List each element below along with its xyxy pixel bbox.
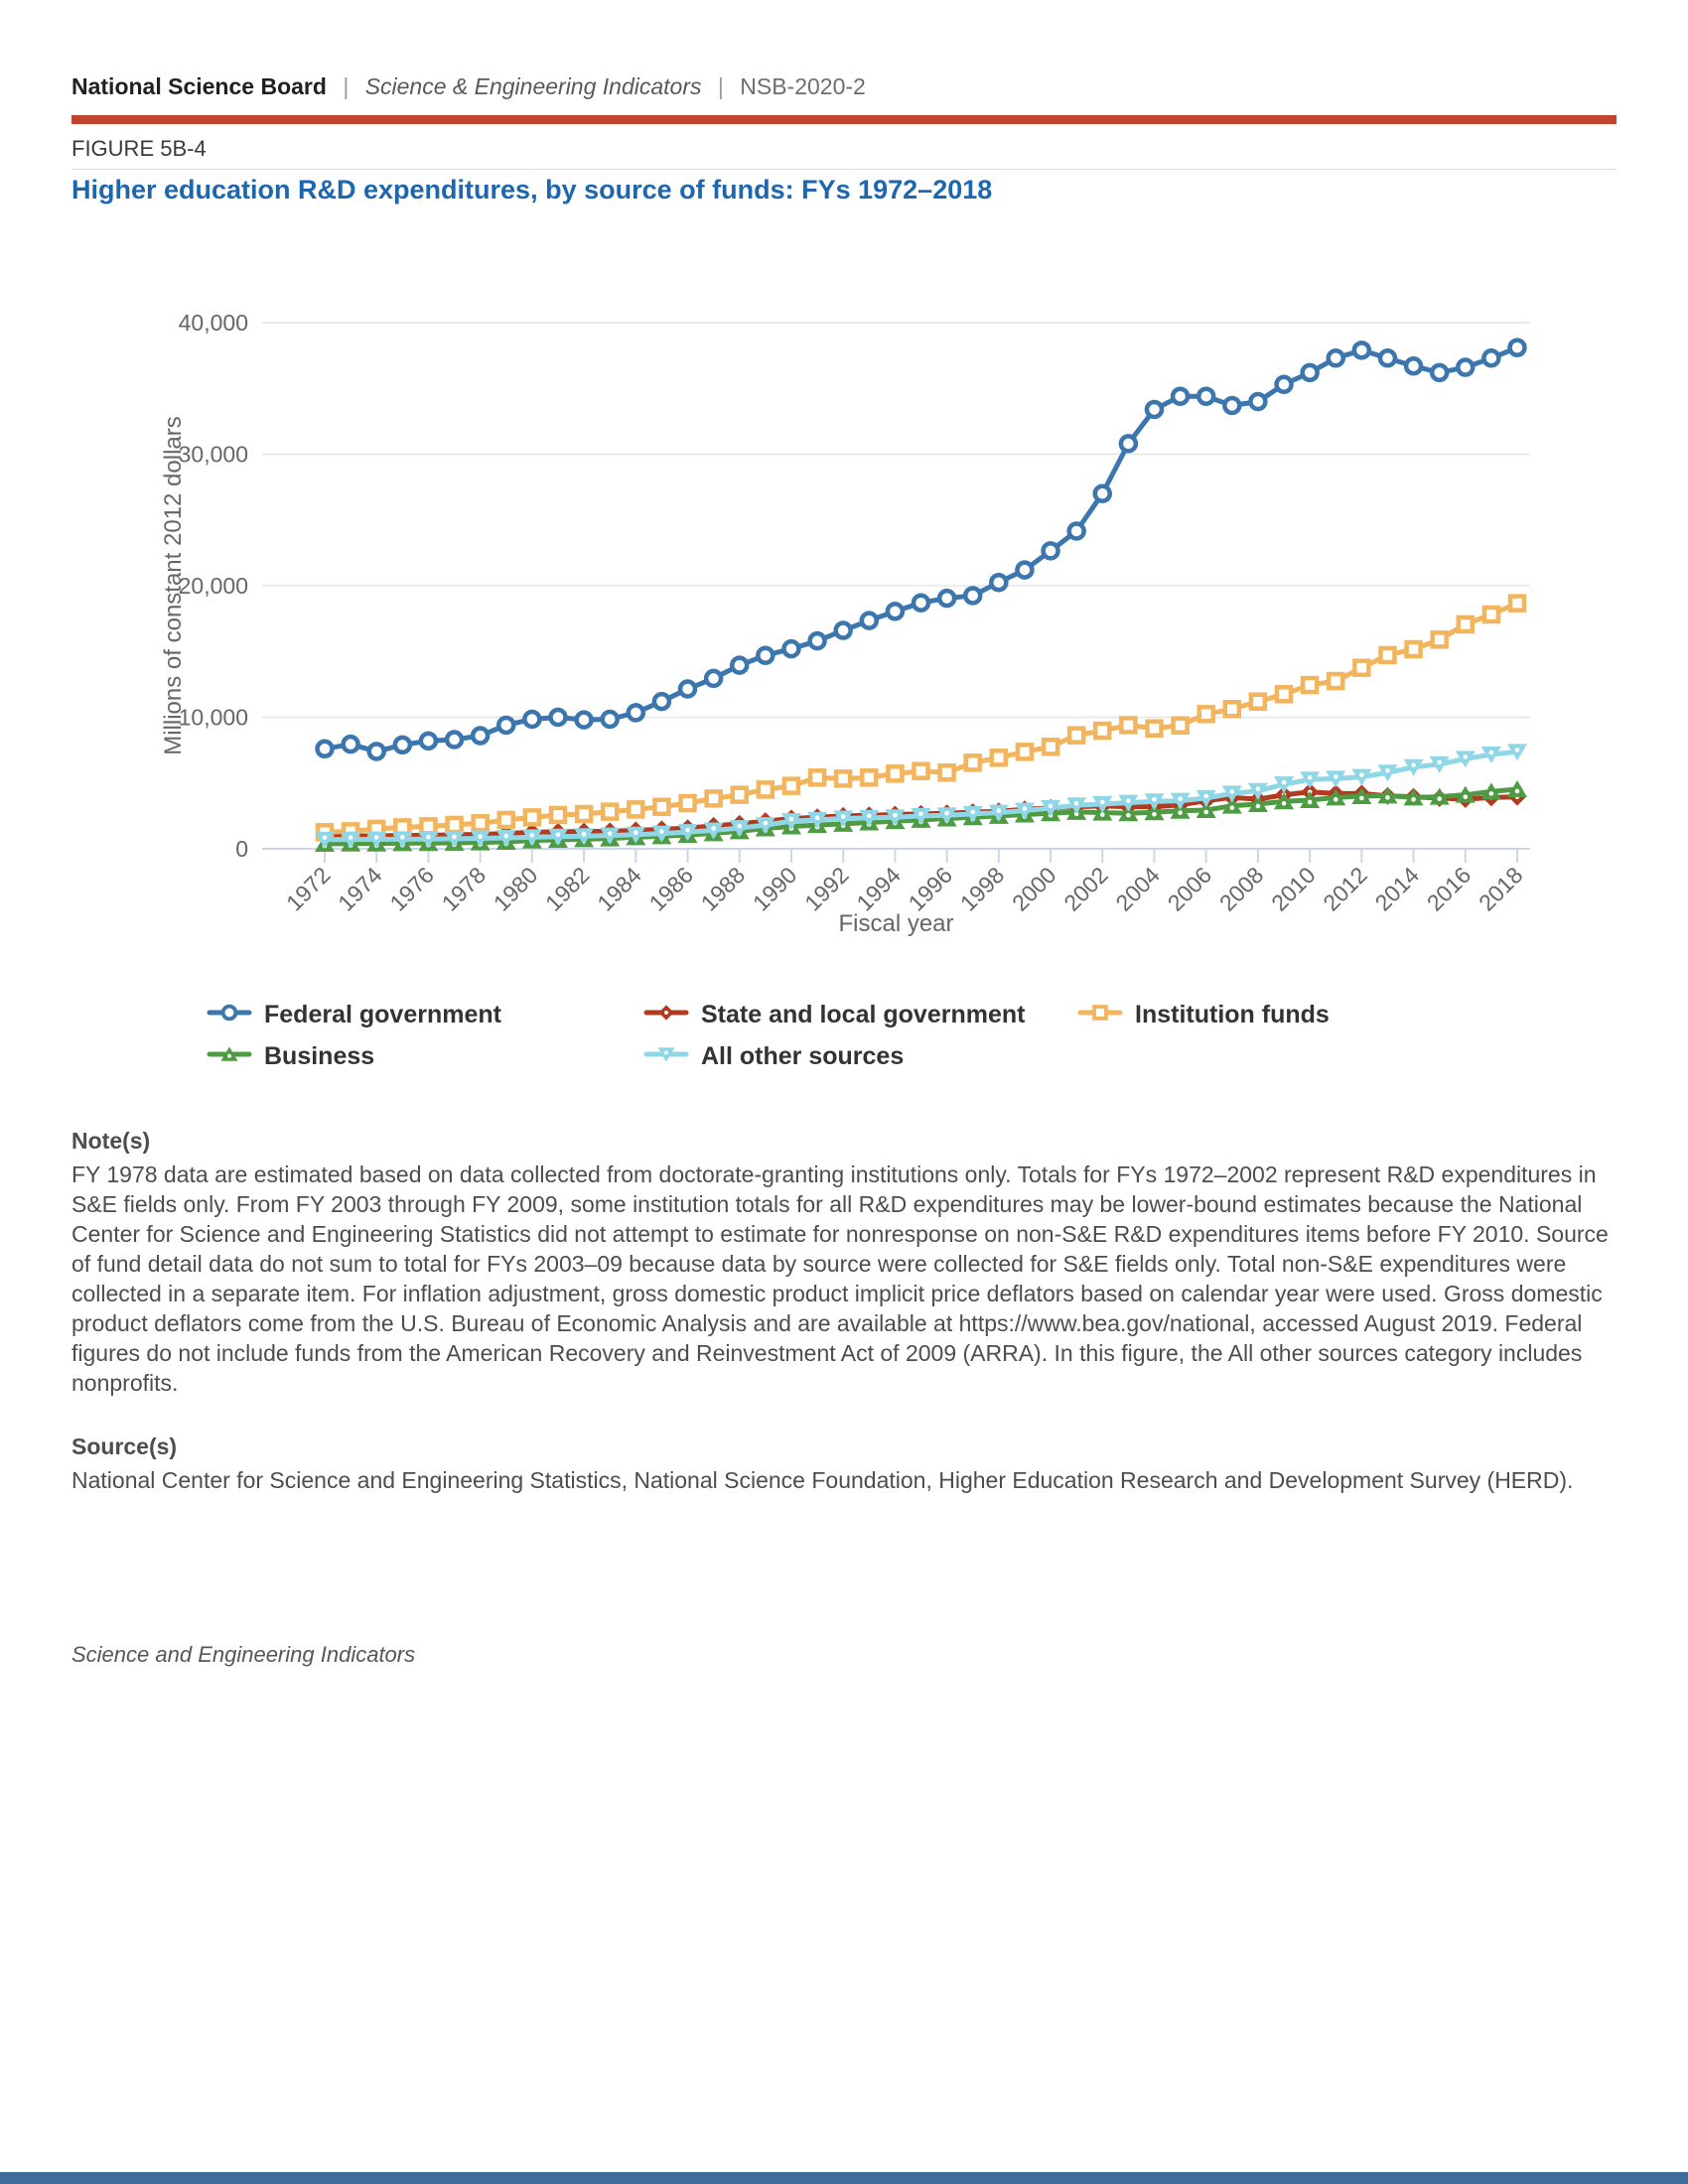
header-report-id: NSB-2020-2: [740, 73, 866, 99]
x-axis-tick-label: 2000: [1007, 862, 1061, 916]
x-axis-tick-label: 1978: [436, 862, 492, 916]
accent-bar: [71, 115, 1617, 124]
legend-item-institution-funds[interactable]: [1077, 1001, 1330, 1029]
line-chart: [0, 210, 1688, 967]
x-axis-tick-label: 1992: [799, 862, 854, 916]
legend-marker-svg: [643, 1042, 689, 1066]
x-axis-tick-label: 2016: [1421, 862, 1477, 916]
header-separator: |: [717, 73, 724, 99]
sources-heading: Source(s): [71, 1433, 178, 1459]
header-separator: |: [343, 73, 350, 99]
x-axis-tick-label: 1986: [643, 862, 699, 916]
chart-area: [0, 210, 1688, 967]
sources-text: National Center for Science and Engineering Statistics, National Science Foundation, Higher Education Research and Development Survey (HERD).: [71, 1467, 1574, 1493]
legend-label: State and local government: [701, 1001, 1026, 1028]
x-axis-tick-label: 1998: [954, 862, 1010, 916]
x-axis-tick-label: 1972: [280, 862, 336, 916]
y-axis-tick-label: 40,000: [178, 310, 248, 336]
header-publication: Science & Engineering Indicators: [364, 73, 702, 99]
x-axis-tick-label: 1984: [592, 862, 646, 916]
federal-government-marker-icon: [207, 1001, 252, 1029]
divider: [71, 169, 1617, 170]
business-marker-icon: [207, 1042, 252, 1071]
x-axis-tick-label: 1994: [851, 862, 906, 916]
x-axis-tick-label: 2004: [1110, 862, 1166, 916]
series-markers-federal-government[interactable]: [318, 341, 1525, 759]
legend-item-all-other-sources[interactable]: [643, 1042, 904, 1071]
legend-marker-svg: [1077, 1001, 1123, 1024]
x-axis-tick-label: 2008: [1213, 862, 1269, 916]
legend-label: Business: [264, 1042, 375, 1070]
x-axis-tick-label: 1990: [747, 862, 802, 916]
legend-item-business[interactable]: [207, 1042, 374, 1071]
x-axis-tick-label: 1974: [333, 862, 387, 916]
legend-marker-svg: [207, 1001, 252, 1024]
legend-item-federal-government[interactable]: [207, 1001, 501, 1029]
x-axis-tick-label: 1982: [540, 862, 595, 916]
x-axis-tick-label: 2014: [1369, 862, 1425, 916]
x-axis-tick-label: 2002: [1058, 862, 1113, 916]
legend-label: All other sources: [701, 1042, 905, 1070]
state-local-government-marker-icon: [643, 1001, 689, 1029]
footer-publication: Science and Engineering Indicators: [71, 1642, 416, 1667]
legend-marker-svg: [643, 1001, 689, 1024]
y-axis-tick-label: 0: [235, 836, 248, 862]
x-axis-title: Fiscal year: [838, 910, 954, 937]
legend-marker-svg: [207, 1042, 252, 1066]
x-axis-tick-label: 2010: [1266, 862, 1321, 916]
all-other-sources-marker-icon: [643, 1042, 689, 1071]
header-org: National Science Board: [71, 73, 327, 99]
x-axis-tick-label: 1988: [695, 862, 751, 916]
series-line-federal-government: [325, 347, 1517, 751]
figure-label: FIGURE 5B-4: [71, 136, 207, 161]
figure-title: Higher education R&D expenditures, by source of funds: FYs 1972–2018: [71, 175, 993, 205]
notes-heading: Note(s): [71, 1128, 151, 1154]
footer-bar: [0, 2172, 1688, 2184]
y-axis-tick-label: 20,000: [178, 573, 248, 599]
legend-label: Institution funds: [1135, 1001, 1330, 1028]
x-axis-tick-label: 1976: [384, 862, 439, 916]
y-axis-tick-label: 10,000: [178, 704, 248, 731]
x-axis-tick-label: 2018: [1473, 862, 1528, 916]
x-axis-tick-label: 2012: [1318, 862, 1372, 916]
x-axis-tick-label: 1996: [903, 862, 958, 916]
x-axis-tick-label: 1980: [488, 862, 543, 916]
notes-text: FY 1978 data are estimated based on data collected from doctorate-granting institutions only. Totals for FYs 1972–2002 represent R&D expenditures in S&E fields only. From FY 2003 through FY 2009, some institution totals for all R&D expenditures may be lower-bound estimates because the National Center for Science and Engineering Statistics did not attempt to estimate for nonresponse on non-S&E R&D expenditures items before FY 2010. Source of fund detail data do not sum to total for FYs 2003–09 because data by source were collected for S&E fields only. Total non-S&E expenditures were collected in a separate item. For inflation adjustment, gross domestic product implicit price deflators based on calendar year were used. Gross domestic product deflators come from the U.S. Bureau of Economic Analysis and are available at https://www.bea.gov/national, accessed August 2019. Federal figures do not include funds from the American Recovery and Reinvestment Act of 2009 (ARRA). In this figure, the All other sources category includes nonprofits.: [71, 1161, 1609, 1396]
legend-item-state-local-government[interactable]: [643, 1001, 1025, 1029]
x-axis-tick-label: 2006: [1162, 862, 1217, 916]
y-axis-tick-label: 30,000: [178, 441, 248, 468]
legend-label: Federal government: [264, 1001, 501, 1028]
page-header: [71, 73, 866, 100]
y-axis-title: Millions of constant 2012 dollars: [160, 416, 187, 755]
institution-funds-marker-icon: [1077, 1001, 1123, 1029]
